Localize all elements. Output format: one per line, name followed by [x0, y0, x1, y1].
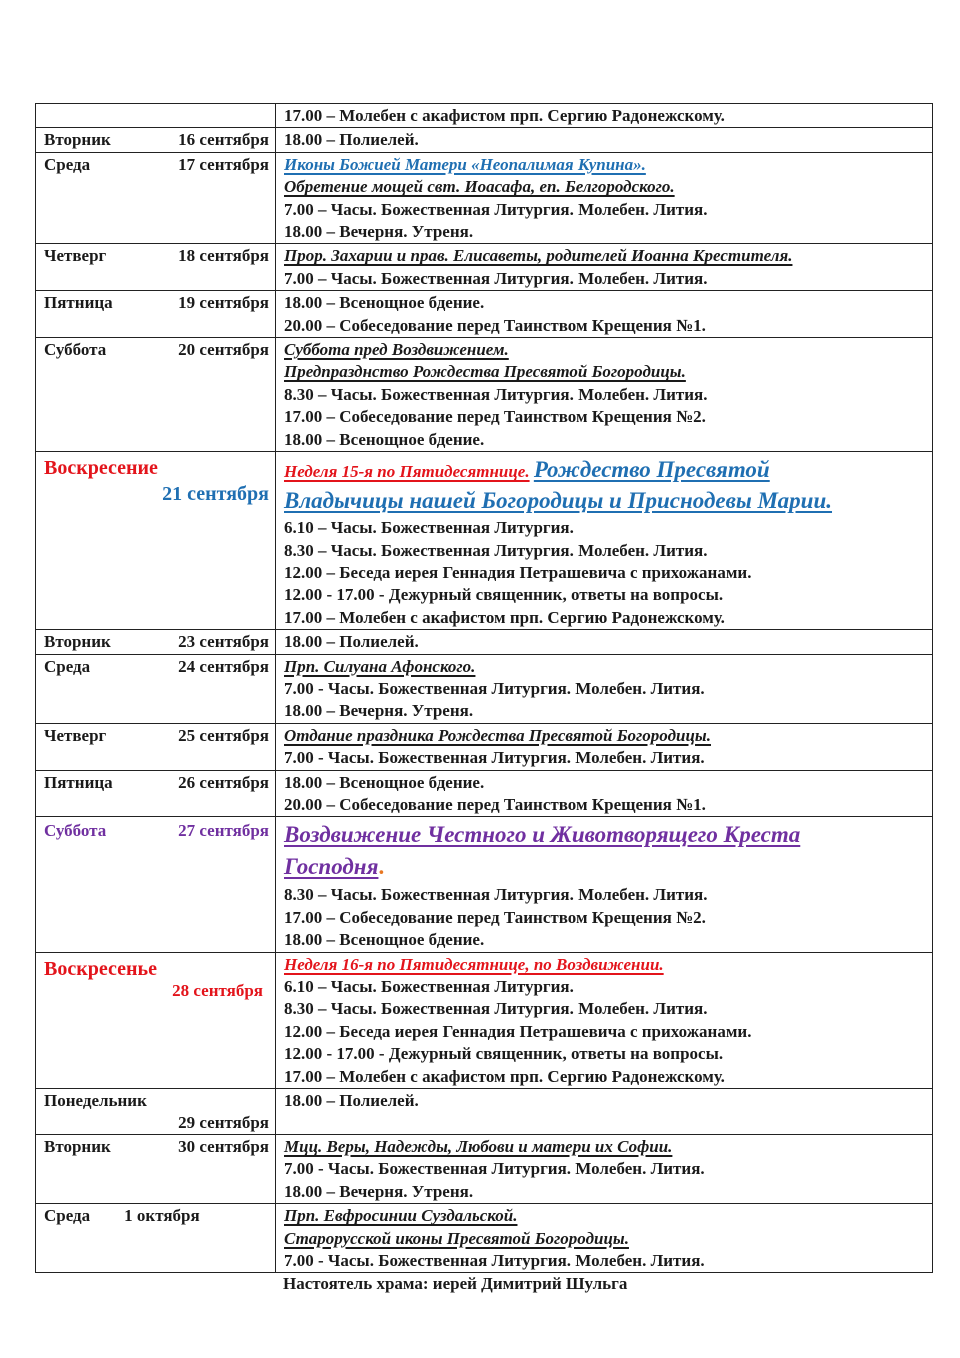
feast-title: Рождество Пресвятой: [533, 457, 770, 483]
service-line: 7.00 – Часы. Божественная Литургия. Молебен. Лития.: [284, 199, 708, 219]
service-line: 18.00 – Вечерня. Утреня.: [284, 222, 474, 242]
day-cell: [36, 338, 276, 452]
service-line: 8.30 – Часы. Божественная Литургия. Молебен. Лития.: [284, 885, 708, 905]
table-row: [36, 723, 933, 770]
date: 20 сентября: [178, 340, 269, 360]
service-line: 17.00 – Молебен с акафистом прп. Сергию Радонежскому.: [284, 106, 725, 125]
day-cell: [36, 152, 276, 244]
feast-title: Прор. Захарии и прав. Елисаветы, родителей Иоанна Крестителя.: [284, 246, 793, 266]
day-cell: [36, 630, 276, 654]
date: 19 сентября: [178, 293, 269, 313]
weekday: Четверг: [44, 725, 107, 745]
day-cell: [36, 1204, 276, 1273]
table-row: [36, 1135, 933, 1204]
date: 24 сентября: [178, 656, 269, 676]
date: 27 сентября: [178, 821, 269, 841]
service-line: 18.00 – Полиелей.: [284, 130, 419, 150]
weekday: Понедельник: [44, 1091, 147, 1111]
table-row: [36, 1089, 933, 1135]
feast-title: Мцц. Веры, Надежды, Любови и матери их Софии.: [284, 1137, 673, 1157]
day-cell: [36, 244, 276, 291]
date: 25 сентября: [178, 725, 269, 745]
table-row: [36, 1204, 933, 1273]
weekday: Суббота: [44, 821, 107, 841]
service-line: 20.00 – Собеседование перед Таинством Крещения №1.: [284, 794, 706, 814]
service-line: 18.00 – Всенощное бдение.: [284, 772, 485, 792]
day-cell: [36, 770, 276, 817]
service-line: 8.30 – Часы. Божественная Литургия. Молебен. Лития.: [284, 384, 708, 404]
feast-title: Воздвижение Честного и Животворящего Креста: [284, 822, 801, 848]
service-cell: [276, 817, 933, 952]
feast-title: Старорусской иконы Пресвятой Богородицы.: [284, 1228, 629, 1248]
day-cell: [36, 104, 276, 128]
service-cell: [276, 128, 933, 152]
service-line: 17.00 – Собеседование перед Таинством Крещения №2.: [284, 907, 706, 927]
date: 28 сентября: [172, 980, 263, 1000]
service-cell: [276, 770, 933, 817]
weekday: Среда: [44, 1206, 91, 1226]
table-row: [36, 654, 933, 723]
service-line: 12.00 – Беседа иерея Геннадия Петрашевича с прихожанами.: [284, 562, 752, 582]
service-line: 18.00 – Всенощное бдение.: [284, 429, 485, 449]
feast-title: Владычицы нашей Богородицы и Приснодевы Марии.: [284, 488, 833, 514]
service-line: 7.00 - Часы. Божественная Литургия. Молебен. Лития.: [284, 1159, 705, 1179]
date: 29 сентября: [178, 1113, 269, 1133]
service-line: 8.30 – Часы. Божественная Литургия. Молебен. Лития.: [284, 999, 708, 1019]
feast-period: .: [378, 854, 385, 880]
feast-title: Господня: [284, 854, 379, 880]
date: 26 сентября: [178, 772, 269, 792]
date: 30 сентября: [178, 1137, 269, 1157]
service-line: 18.00 – Вечерня. Утреня.: [284, 1181, 474, 1201]
table-row: [36, 244, 933, 291]
weekday: Пятница: [44, 293, 113, 313]
service-line: 17.00 – Молебен с акафистом прп. Сергию Радонежскому.: [284, 1066, 725, 1086]
weekday: Среда: [44, 154, 91, 174]
service-cell: [276, 654, 933, 723]
table-row: [36, 952, 933, 1088]
service-cell: [276, 630, 933, 654]
service-line: 6.10 – Часы. Божественная Литургия.: [284, 977, 574, 996]
service-cell: [276, 104, 933, 128]
table-row: [36, 452, 933, 630]
table-row: [36, 291, 933, 338]
service-line: 7.00 - Часы. Божественная Литургия. Молебен. Лития.: [284, 1251, 705, 1271]
feast-title: Прп. Силуана Афонского.: [284, 656, 476, 676]
weekday: Суббота: [44, 340, 107, 360]
weekday: Пятница: [44, 772, 113, 792]
service-cell: [276, 1089, 933, 1135]
service-line: 18.00 – Полиелей.: [284, 632, 419, 652]
feast-title: Неделя 16-я по Пятидесятнице, по Воздвижении.: [284, 954, 664, 974]
day-cell: [36, 452, 276, 630]
service-cell: [276, 1135, 933, 1204]
service-line: 17.00 – Собеседование перед Таинством Крещения №2.: [284, 407, 706, 427]
service-cell: [276, 338, 933, 452]
service-line: 8.30 – Часы. Божественная Литургия. Молебен. Лития.: [284, 540, 708, 560]
rector-signature: Настоятель храма: иерей Димитрий Шульга: [283, 1274, 628, 1294]
day-cell: [36, 291, 276, 338]
table-row: [36, 152, 933, 244]
date: 17 сентября: [178, 154, 269, 174]
service-cell: [276, 152, 933, 244]
date: 23 сентября: [178, 632, 269, 652]
service-line: 18.00 – Всенощное бдение.: [284, 293, 485, 313]
service-line: 18.00 – Всенощное бдение.: [284, 930, 485, 950]
weekday: Четверг: [44, 246, 107, 266]
feast-title: Обретение мощей свт. Иоасафа, еп. Белгородского.: [284, 177, 675, 197]
service-line: 18.00 – Вечерня. Утреня.: [284, 701, 474, 721]
table-row: [36, 630, 933, 654]
service-cell: [276, 291, 933, 338]
day-cell: [36, 723, 276, 770]
weekday: Вторник: [44, 632, 111, 652]
day-cell: [36, 1089, 276, 1135]
service-line: 12.00 - 17.00 - Дежурный священник, ответы на вопросы.: [284, 585, 724, 605]
date: 1 октября: [124, 1206, 200, 1226]
service-cell: [276, 452, 933, 630]
service-cell: [276, 723, 933, 770]
table-row: [36, 338, 933, 452]
service-cell: [276, 1204, 933, 1273]
weekday: Вторник: [44, 1137, 111, 1157]
table-row: [36, 770, 933, 817]
table-row: [36, 104, 933, 128]
service-line: 7.00 - Часы. Божественная Литургия. Молебен. Лития.: [284, 748, 705, 768]
service-line: 6.10 – Часы. Божественная Литургия.: [284, 518, 574, 538]
weekday: Воскресение: [44, 457, 158, 480]
weekday: Среда: [44, 656, 91, 676]
feast-title: Отдание праздника Рождества Пресвятой Богородицы.: [284, 725, 711, 745]
date: 21 сентября: [162, 483, 269, 506]
service-cell: [276, 952, 933, 1088]
service-line: 17.00 – Молебен с акафистом прп. Сергию Радонежскому.: [284, 607, 725, 627]
feast-title: Неделя 15-я по Пятидесятнице.: [284, 462, 530, 482]
date: 16 сентября: [178, 130, 269, 150]
table-row: [36, 817, 933, 952]
service-line: 12.00 - 17.00 - Дежурный священник, ответы на вопросы.: [284, 1044, 724, 1064]
weekday: Вторник: [44, 130, 111, 150]
service-cell: [276, 244, 933, 291]
service-line: 12.00 – Беседа иерея Геннадия Петрашевича с прихожанами.: [284, 1021, 752, 1041]
day-cell: [36, 817, 276, 952]
day-cell: [36, 952, 276, 1088]
day-cell: [36, 128, 276, 152]
schedule-table: [35, 103, 933, 1273]
service-line: 18.00 – Полиелей.: [284, 1091, 419, 1111]
service-line: 20.00 – Собеседование перед Таинством Крещения №1.: [284, 315, 706, 335]
feast-title: Иконы Божией Матери «Неопалимая Купина».: [284, 154, 646, 174]
table-row: [36, 128, 933, 152]
feast-title: Предпразднство Рождества Пресвятой Богородицы.: [284, 362, 686, 382]
feast-title: Суббота пред Воздвижением.: [284, 340, 509, 360]
feast-title: Прп. Евфросинии Суздальской.: [284, 1206, 518, 1226]
schedule-page: [35, 103, 933, 1295]
date: 18 сентября: [178, 246, 269, 266]
service-line: 7.00 - Часы. Божественная Литургия. Молебен. Лития.: [284, 678, 705, 698]
day-cell: [36, 1135, 276, 1204]
day-cell: [36, 654, 276, 723]
service-line: 7.00 – Часы. Божественная Литургия. Молебен. Лития.: [284, 268, 708, 288]
weekday: Воскресенье: [44, 957, 157, 980]
